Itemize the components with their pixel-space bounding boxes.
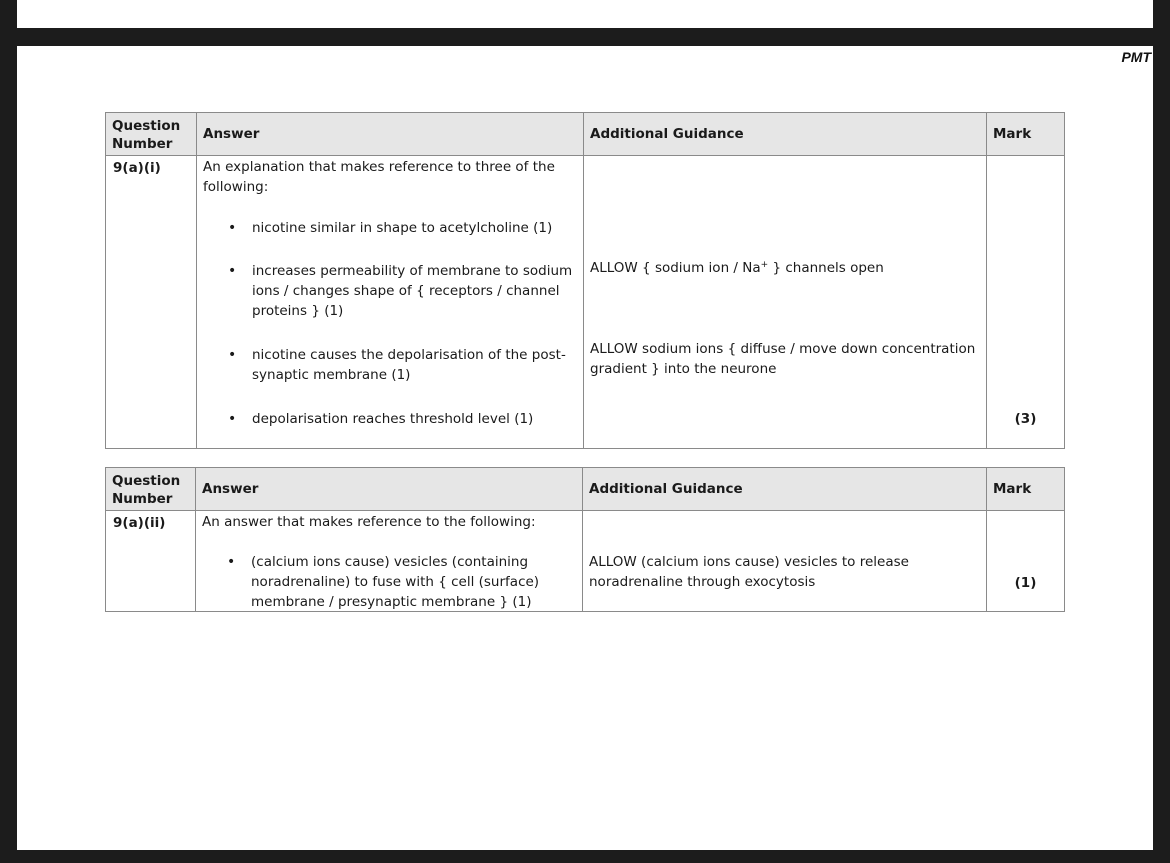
list-item: • (calcium ions cause) vesicles (containing noradrenaline) to fuse with { cell (surface) membrane / presynaptic membrane } (1) [227, 554, 540, 610]
mark-scheme-page [17, 46, 1153, 850]
mark-value: (1) [1014, 575, 1037, 591]
list-item: • depolarisation reaches threshold level (1) [228, 411, 534, 427]
question-number: 9(a)(ii) [106, 511, 196, 612]
col-answer: Answer [197, 113, 584, 156]
guidance-cell [583, 511, 987, 612]
question-number: 9(a)(i) [106, 156, 197, 449]
col-mark: Mark [987, 113, 1065, 156]
answer-intro: An answer that makes reference to the following: [202, 514, 536, 530]
col-additional-guidance: Additional Guidance [583, 468, 987, 511]
col-answer: Answer [196, 468, 583, 511]
guidance-note: ALLOW sodium ions { diffuse / move down concentration gradient } into the neurone [590, 341, 976, 377]
table-row [106, 156, 1065, 449]
table-header-row [106, 468, 1065, 511]
col-question-number: Question Number [106, 113, 197, 156]
list-item: • nicotine similar in shape to acetylcholine (1) [228, 220, 553, 236]
col-question-number: Question Number [106, 468, 196, 511]
guidance-cell [584, 156, 987, 449]
col-additional-guidance: Additional Guidance [584, 113, 987, 156]
bullet-icon: • [228, 263, 237, 279]
mark-value: (3) [1014, 411, 1037, 427]
list-item: • increases permeability of membrane to sodium ions / changes shape of { receptors / channel proteins } (1) [228, 263, 573, 319]
bullet-icon: • [228, 347, 237, 363]
mark-table-9ai [105, 112, 1065, 449]
pmt-header-tag: PMT [1121, 49, 1151, 65]
col-mark: Mark [987, 468, 1065, 511]
mark-cell [987, 156, 1065, 449]
guidance-note: ALLOW { sodium ion / Na+ } channels open [590, 260, 884, 276]
bullet-icon: • [228, 220, 237, 236]
previous-page-edge [17, 0, 1153, 28]
answer-cell [196, 511, 583, 612]
answer-cell [197, 156, 584, 449]
table-header-row [106, 113, 1065, 156]
guidance-note: ALLOW (calcium ions cause) vesicles to release noradrenaline through exocytosis [589, 554, 909, 590]
mark-table-9aii [105, 467, 1065, 612]
bullet-icon: • [227, 554, 236, 570]
mark-cell [987, 511, 1065, 612]
list-item: • nicotine causes the depolarisation of the post-synaptic membrane (1) [228, 347, 566, 383]
bullet-icon: • [228, 411, 237, 427]
answer-intro: An explanation that makes reference to three of the following: [203, 159, 555, 195]
table-row [106, 511, 1065, 612]
